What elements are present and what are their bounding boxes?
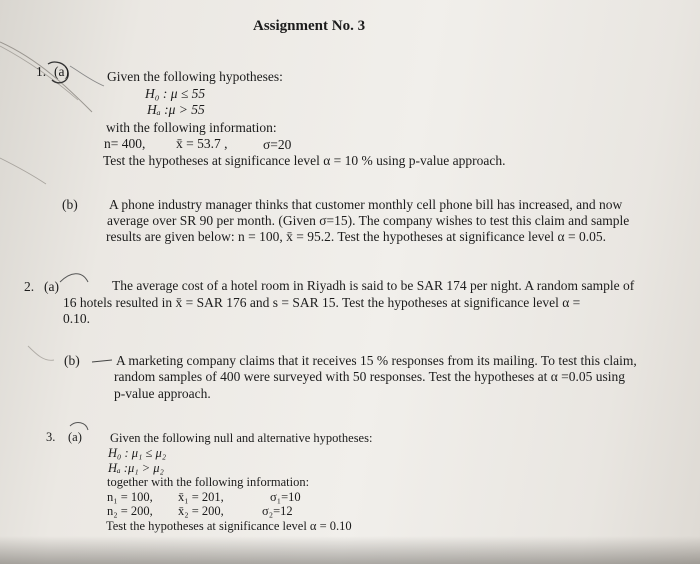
q2b-label: (b) — [64, 353, 80, 368]
q1a-sigma: σ=20 — [263, 137, 292, 152]
q1b-line3: results are given below: n = 100, x̄ = 95.2. Test the hypotheses at significance level α = 0.05. — [106, 229, 606, 244]
q2b-line1: A marketing company claims that it receives 15 % responses from its mailing. To test this claim, — [116, 353, 637, 368]
q3a-intro: Given the following null and alternative hypotheses: — [110, 431, 373, 445]
page-title: Assignment No. 3 — [253, 18, 366, 34]
photo-shadow — [0, 536, 700, 564]
q1a-n: n= 400, — [104, 136, 146, 151]
q3a-together: together with the following information: — [107, 475, 310, 489]
q1a-label: (a) — [54, 64, 69, 79]
q2a-line2: 16 hotels resulted in x̄ = SAR 176 and s = SAR 15. Test the hypotheses at significance level α = — [63, 295, 581, 310]
q1b-label: (b) — [62, 197, 78, 212]
q3a-sigma1: σ₁=10 — [270, 490, 301, 504]
q2-number: 2. — [24, 279, 35, 294]
q2a-line3: 0.10. — [63, 311, 90, 326]
q1a-test: Test the hypotheses at significance level α = 10 % using p-value approach. — [103, 153, 506, 168]
q1a-intro: Given the following hypotheses: — [107, 69, 283, 84]
q3a-n1: n₁ = 100, — [107, 490, 153, 504]
q3-number: 3. — [46, 430, 56, 444]
q1b-line1: A phone industry manager thinks that customer monthly cell phone bill has increased, and now — [109, 197, 623, 212]
q1a-null-hypothesis: H₀ : μ ≤ 55 — [145, 86, 206, 101]
q3a-x1: x̄₁ = 201, — [178, 490, 224, 504]
q1a-alt-hypothesis: Hₐ :μ > 55 — [147, 102, 205, 117]
q1-number: 1. — [36, 64, 47, 79]
q3a-n2: n₂ = 200, — [107, 504, 153, 518]
q2a-label: (a) — [44, 279, 59, 294]
q2b-line3: p-value approach. — [114, 386, 211, 401]
q3a-test: Test the hypotheses at significance level α = 0.10 — [106, 519, 352, 533]
q1a-xbar: x̄ = 53.7 , — [176, 136, 228, 151]
q3a-null-hypothesis: H₀ : μ₁ ≤ μ₂ — [108, 446, 167, 460]
q1b-line2: average over SR 90 per month. (Given σ=15). The company wishes to test this claim and sample — [107, 213, 630, 228]
q3a-alt-hypothesis: Hₐ :μ₁ > μ₂ — [108, 461, 164, 475]
q3a-sigma2: σ₂=12 — [262, 504, 293, 518]
q3a-x2: x̄₂ = 200, — [178, 504, 224, 518]
q2a-line1: The average cost of a hotel room in Riyadh is said to be SAR 174 per night. A random sample of — [112, 278, 635, 293]
q2b-line2: random samples of 400 were surveyed with 50 responses. Test the hypotheses at α =0.05 using — [114, 369, 626, 384]
q1a-with-info: with the following information: — [106, 120, 277, 135]
q3a-label: (a) — [68, 430, 82, 444]
